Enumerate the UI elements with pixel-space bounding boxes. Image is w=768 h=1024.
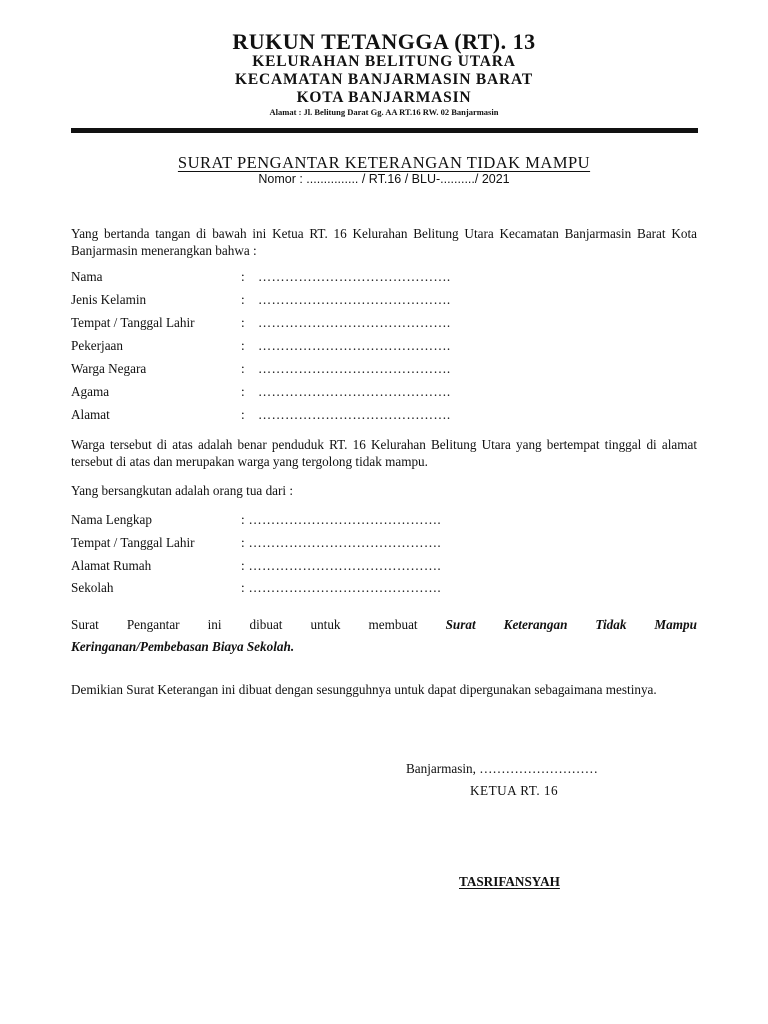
- field-label: Agama: [71, 384, 110, 399]
- purpose-word: Surat: [71, 617, 99, 632]
- field-label: Warga Negara: [71, 361, 147, 376]
- purpose-emphasis-word: Mampu: [654, 617, 697, 632]
- parent-field-value: : …………………………………….: [241, 512, 441, 527]
- field-value: …………………………………….: [258, 384, 451, 399]
- document-title: SURAT PENGANTAR KETERANGAN TIDAK MAMPU: [177, 153, 591, 172]
- letterhead-address: Alamat : Jl. Belitung Darat Gg. AA RT.16 RW. 02 Banjarmasin: [269, 107, 499, 117]
- field-label: Jenis Kelamin: [71, 292, 147, 307]
- parent-field-label: Nama Lengkap: [71, 512, 152, 527]
- field-value: …………………………………….: [258, 361, 451, 376]
- purpose-line-1: [71, 617, 697, 633]
- purpose-word: dibuat: [249, 617, 283, 632]
- field-value: …………………………………….: [258, 407, 451, 422]
- parent-field-value: : …………………………………….: [241, 580, 441, 595]
- statement-paragraph: [71, 436, 697, 470]
- purpose-emphasis-word: Surat: [445, 617, 476, 632]
- letterhead-kelurahan: KELURAHAN BELITUNG UTARA: [252, 53, 516, 70]
- field-colon: :: [241, 315, 245, 330]
- signatory-name: TASRIFANSYAH: [459, 874, 560, 889]
- field-colon: :: [241, 269, 245, 284]
- field-label: Pekerjaan: [71, 338, 123, 353]
- statement-text: Warga tersebut di atas adalah benar penduduk RT. 16 Kelurahan Belitung Utara yang bertempat tinggal di alamat tersebut di atas dan merupakan warga yang tergolong tidak mampu.: [71, 437, 697, 469]
- parent-field-label: Sekolah: [71, 580, 114, 595]
- field-colon: :: [241, 338, 245, 353]
- field-value: …………………………………….: [258, 269, 451, 284]
- intro-paragraph: [71, 225, 697, 259]
- field-label: Nama: [71, 269, 103, 284]
- field-label: Tempat / Tanggal Lahir: [71, 315, 195, 330]
- parent-field-value: : …………………………………….: [241, 558, 441, 573]
- purpose-word: untuk: [310, 617, 341, 632]
- parent-field-label: Tempat / Tanggal Lahir: [71, 535, 195, 550]
- field-value: …………………………………….: [258, 292, 451, 307]
- field-colon: :: [241, 361, 245, 376]
- parent-intro: Yang bersangkutan adalah orang tua dari :: [71, 483, 294, 498]
- parent-field-label: Alamat Rumah: [71, 558, 152, 573]
- purpose-emphasis-word: Keterangan: [503, 617, 568, 632]
- field-colon: :: [241, 384, 245, 399]
- field-label: Alamat: [71, 407, 110, 422]
- purpose-word: ini: [207, 617, 222, 632]
- field-colon: :: [241, 292, 245, 307]
- closing-text: Demikian Surat Keterangan ini dibuat dengan sesungguhnya untuk dapat dipergunakan sebagaimana mestinya.: [71, 682, 657, 697]
- parent-field-value: : …………………………………….: [241, 535, 441, 550]
- closing-paragraph: [71, 678, 697, 701]
- field-value: …………………………………….: [258, 338, 451, 353]
- purpose-word: membuat: [368, 617, 418, 632]
- purpose-word: Pengantar: [126, 617, 180, 632]
- purpose-line-2: Keringanan/Pembebasan Biaya Sekolah.: [71, 639, 295, 654]
- letterhead-kecamatan: KECAMATAN BANJARMASIN BARAT: [234, 71, 534, 88]
- signature-place-date: Banjarmasin, ………………………: [406, 761, 598, 776]
- letterhead-title: RUKUN TETANGGA (RT). 13: [232, 29, 536, 54]
- document-number: Nomor : ............... / RT.16 / BLU-........../ 2021: [258, 172, 510, 186]
- field-value: …………………………………….: [258, 315, 451, 330]
- letterhead-kota: KOTA BANJARMASIN: [296, 89, 472, 106]
- letterhead-divider: [71, 128, 698, 133]
- purpose-emphasis-word: Tidak: [595, 617, 627, 632]
- intro-text: Yang bertanda tangan di bawah ini Ketua RT. 16 Kelurahan Belitung Utara Kecamatan Banjarmasin Barat Kota Banjarmasin menerangkan bahwa :: [71, 226, 697, 258]
- field-colon: :: [241, 407, 245, 422]
- signature-position: KETUA RT. 16: [470, 783, 559, 798]
